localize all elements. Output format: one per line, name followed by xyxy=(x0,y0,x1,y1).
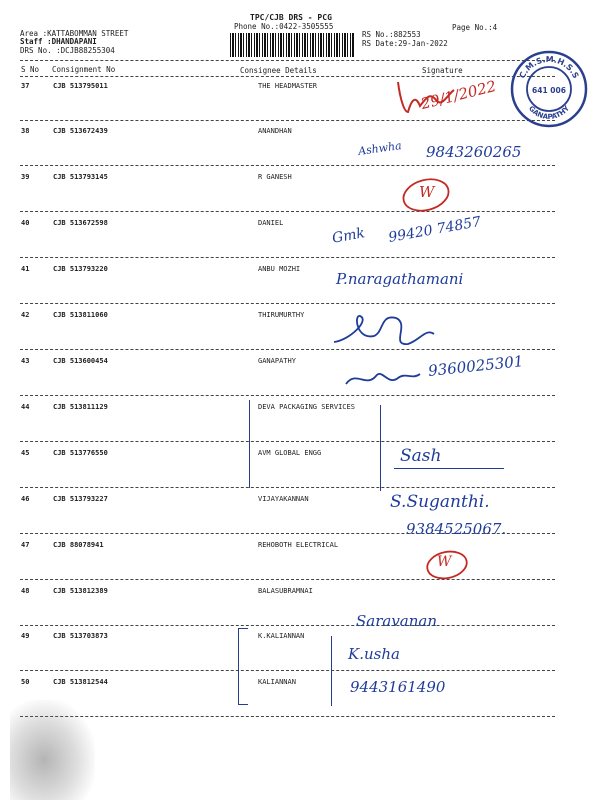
bracket-line xyxy=(238,628,239,704)
row-consignee: DANIEL xyxy=(258,219,284,227)
row-consignment: CJB 513793145 xyxy=(53,173,108,181)
row-consignee: K.KALIANNAN xyxy=(258,632,305,640)
row-consignment: CJB 513812544 xyxy=(53,678,108,686)
receiver-signature: Sash xyxy=(400,446,442,466)
row-consignment: CJB 513795011 xyxy=(53,82,108,90)
bracket-line xyxy=(331,636,332,706)
row-consignment: CJB 513776550 xyxy=(53,449,108,457)
row-divider xyxy=(20,165,555,166)
barcode xyxy=(230,33,354,57)
col-sno: S No xyxy=(21,65,40,74)
row-divider xyxy=(20,120,555,121)
row-consignee: R GANESH xyxy=(258,173,292,181)
row-consignee: KALIANNAN xyxy=(258,678,296,686)
row-divider xyxy=(20,487,555,488)
row-consignment: CJB 513811060 xyxy=(53,311,108,319)
row-sno: 38 xyxy=(21,127,30,135)
return-mark-text: W xyxy=(437,554,452,570)
bracket-line xyxy=(238,628,248,629)
row-sno: 48 xyxy=(21,587,30,595)
row-sno: 46 xyxy=(21,495,30,503)
row-sno: 43 xyxy=(21,357,30,365)
col-consignment: Consignment No xyxy=(52,65,116,74)
row-consignment: CJB 513703873 xyxy=(53,632,108,640)
row-consignment: CJB 513812389 xyxy=(53,587,108,595)
row-sno: 44 xyxy=(21,403,30,411)
row-consignment: CJB 513793227 xyxy=(53,495,108,503)
row-consignee: BALASUBRAMNAI xyxy=(258,587,313,595)
scan-smudge xyxy=(10,700,95,800)
return-mark-text: W xyxy=(419,183,435,201)
row-consignment: CJB 513600454 xyxy=(53,357,108,365)
row-divider xyxy=(20,625,555,626)
col-signature: Signature xyxy=(422,66,463,75)
row-consignee: ANANDHAN xyxy=(258,127,292,135)
row-divider xyxy=(20,349,555,350)
receiver-name: Saravanan xyxy=(356,612,438,630)
row-consignee: THIRUMURTHY xyxy=(258,311,305,319)
receiver-phone: 9443161490 xyxy=(350,678,446,696)
row-divider xyxy=(20,303,555,304)
row-consignment: CJB 88078941 xyxy=(53,541,104,549)
report-title: TPC/CJB DRS - PCG xyxy=(250,13,332,22)
row-divider xyxy=(20,211,555,212)
svg-text:641 006: 641 006 xyxy=(532,86,566,95)
row-consignee: THE HEADMASTER xyxy=(258,82,318,90)
header-divider-bottom xyxy=(20,76,555,77)
rs-date: RS Date:29-Jan-2022 xyxy=(362,39,448,48)
bracket-line xyxy=(380,405,381,491)
receiver-name: K.usha xyxy=(348,645,400,663)
receiver-name: P.naragathamani xyxy=(336,270,464,288)
row-divider xyxy=(20,670,555,671)
row-divider xyxy=(20,441,555,442)
receiver-phone: 99420 74857 xyxy=(387,214,483,246)
drs-number: DRS No. :DCJB8825530​4 xyxy=(20,46,115,55)
row-consignment: CJB 513672598 xyxy=(53,219,108,227)
receiver-name: Ashwha xyxy=(357,139,403,158)
row-sno: 42 xyxy=(21,311,30,319)
row-divider xyxy=(20,257,555,258)
row-sno: 39 xyxy=(21,173,30,181)
area-label: Area :KATTABOMMAN STREET xyxy=(20,29,129,38)
row-sno: 47 xyxy=(21,541,30,549)
row-consignee: VIJAYAKANNAN xyxy=(258,495,309,503)
delivery-date: 29/1/2022 xyxy=(418,76,498,114)
row-sno: 50 xyxy=(21,678,30,686)
svg-text:GANAPATHY: GANAPATHY xyxy=(526,104,572,122)
row-consignee: DEVA PACKAGING SERVICES xyxy=(258,403,355,411)
row-sno: 49 xyxy=(21,632,30,640)
row-divider xyxy=(20,716,555,717)
school-seal-stamp xyxy=(508,48,590,130)
row-divider xyxy=(20,579,555,580)
signature-scribble xyxy=(342,360,422,392)
svg-text:C.M.S.M.H.S.S: C.M.S.M.H.S.S xyxy=(517,54,581,80)
page-number: Page No.:4 xyxy=(452,23,498,32)
row-consignment: CJB 513672439 xyxy=(53,127,108,135)
row-consignee: ANBU MOZHI xyxy=(258,265,301,273)
row-consignment: CJB 513793220 xyxy=(53,265,108,273)
header-divider-top xyxy=(20,60,555,61)
signature-scribble xyxy=(330,310,440,355)
row-consignment: CJB 513811129 xyxy=(53,403,108,411)
staff-label: Staff :DHANDAPANI xyxy=(20,37,97,46)
receiver-phone: 9360025301 xyxy=(427,352,525,380)
receiver-phone: 9843260265 xyxy=(426,143,522,161)
receiver-signature: Gmk xyxy=(330,225,367,247)
row-sno: 41 xyxy=(21,265,30,273)
bracket-line xyxy=(249,400,250,488)
rs-number: RS No.:882553 xyxy=(362,30,421,39)
bracket-line xyxy=(238,704,248,705)
signature-underline xyxy=(394,468,504,469)
row-sno: 45 xyxy=(21,449,30,457)
row-consignee: AVM GLOBAL ENGG xyxy=(258,449,322,457)
row-consignee: REHOBOTH ELECTRICAL xyxy=(258,541,339,549)
phone-number: Phone No.:0422-3505555 xyxy=(234,22,334,31)
row-sno: 40 xyxy=(21,219,30,227)
receiver-phone: 9384525067. xyxy=(406,520,507,538)
col-consignee: Consignee Details xyxy=(240,66,317,75)
signature-text xyxy=(370,312,372,313)
row-divider xyxy=(20,395,555,396)
row-consignee: GANAPATHY xyxy=(258,357,296,365)
row-sno: 37 xyxy=(21,82,30,90)
receiver-name: S.Suganthi. xyxy=(390,492,490,512)
